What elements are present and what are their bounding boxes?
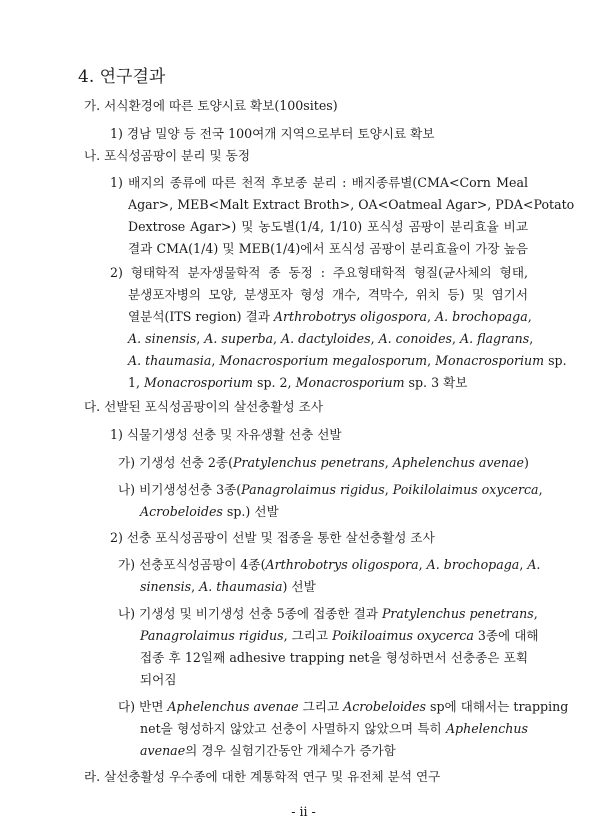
item-na-1-line4: 결과 CMA(1/4) 및 MEB(1/4)에서 포식성 곰팡이 분리효율이 가장 높음: [128, 241, 528, 256]
heading-ra: 라. 살선충활성 우수종에 대한 계통학적 연구 및 유전체 분석 연구: [84, 769, 441, 784]
item-da-2-da-line2: net을 형성하지 않았고 선충이 사멸하지 않았으며 특히 Aphelenchus: [140, 721, 528, 736]
item-na-2-line5: A. thaumasia, Monacrosporium megalosporum, Monacrosporium sp.: [128, 353, 567, 368]
item-ga-1: 1) 경남 밀양 등 전국 100여개 지역으로부터 토양시료 확보: [110, 126, 435, 141]
item-da-2-ga-line2: sinensis, A. thaumasia) 선발: [140, 579, 316, 594]
item-na-2-line2: 분생포자병의 모양, 분생포자 형성 개수, 격막수, 위치 등) 및 염기서: [128, 287, 528, 302]
item-da-2-na-line3: 접종 후 12일째 adhesive trapping net을 형성하면서 선충종은 포획: [140, 650, 528, 665]
heading-ga: 가. 서식환경에 따른 토양시료 확보(100sites): [84, 98, 338, 113]
item-da-2-da-line3: avenae의 경우 실험기간동안 개체수가 증가함: [140, 743, 396, 758]
item-na-1-line3: Dextrose Agar>) 및 농도별(1/4, 1/10) 포식성 곰팡이 분리효율 비교: [128, 219, 528, 234]
item-na-2-line4: A. sinensis, A. superba, A. dactyloides, A. conoides, A. flagrans,: [128, 331, 534, 346]
item-da-2-ga-line1: 가) 선충포식성곰팡이 4종(Arthrobotrys oligospora, A. brochopaga, A.: [118, 557, 541, 572]
heading-da: 다. 선발된 포식성곰팡이의 살선충활성 조사: [84, 399, 323, 414]
item-na-1-line2: Agar>, MEB<Malt Extract Broth>, OA<Oatmeal Agar>, PDA<Potato: [128, 197, 575, 212]
item-da-1-ga: 가) 기생성 선충 2종(Pratylenchus penetrans, Aphelenchus avenae): [118, 455, 529, 470]
page-number: - ii -: [291, 804, 316, 819]
item-da-1-na-line1: 나) 비기생성선충 3종(Panagrolaimus rigidus, Poikilolaimus oxycerca,: [118, 482, 543, 497]
item-na-2-line6: 1, Monacrosporium sp. 2, Monacrosporium sp. 3 확보: [128, 375, 468, 390]
item-da-2-da-line1: 다) 반면 Aphelenchus avenae 그리고 Acrobeloides sp에 대해서는 trapping: [118, 699, 569, 714]
item-da-1: 1) 식물기생성 선충 및 자유생활 선충 선발: [110, 427, 342, 442]
section-title: 4. 연구결과: [78, 67, 166, 87]
item-na-2-line1: 2) 형태학적 분자생물학적 종 동정 : 주요형태학적 형질(균사체의 형태,: [110, 265, 528, 280]
item-da-2: 2) 선충 포식성곰팡이 선발 및 접종을 통한 살선충활성 조사: [110, 530, 435, 545]
item-da-2-na-line2: Panagrolaimus rigidus, 그리고 Poikiloaimus oxycerca 3종에 대해: [140, 628, 539, 643]
item-na-1-line1: 1) 배지의 종류에 따른 천적 후보종 분리 : 배지종류별(CMA<Corn Meal: [110, 175, 528, 190]
heading-na: 나. 포식성곰팡이 분리 및 동정: [84, 148, 251, 163]
item-da-2-na-line4: 되어짐: [140, 672, 177, 687]
item-da-2-na-line1: 나) 기생성 및 비기생성 선충 5종에 접종한 결과 Pratylenchus penetrans,: [118, 606, 538, 621]
item-da-1-na-line2: Acrobeloides sp.) 선발: [140, 504, 279, 519]
item-na-2-line3: 열분석(ITS region) 결과 Arthrobotrys oligospora, A. brochopaga,: [128, 309, 532, 324]
